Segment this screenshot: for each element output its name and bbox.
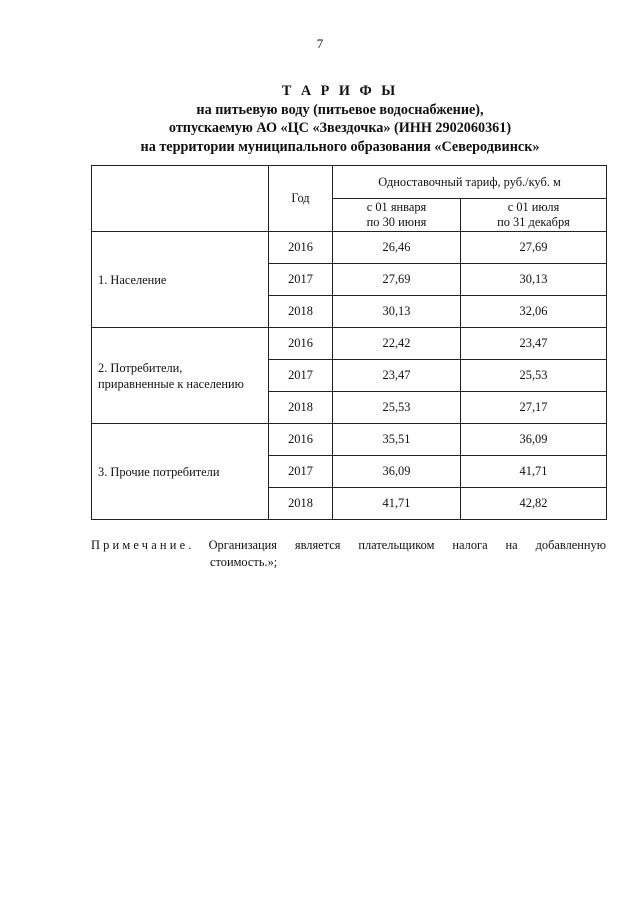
tariff-second-half: 42,82 xyxy=(461,488,607,520)
year-cell: 2018 xyxy=(269,488,333,520)
tariff-first-half: 36,09 xyxy=(333,456,461,488)
tariff-first-half: 23,47 xyxy=(333,360,461,392)
title-line-4: на территории муниципального образования «Северодвинск» xyxy=(140,138,540,155)
tariff-second-half: 32,06 xyxy=(461,296,607,328)
year-cell: 2016 xyxy=(269,424,333,456)
note-block xyxy=(91,537,606,571)
tariff-second-half: 23,47 xyxy=(461,328,607,360)
year-cell: 2018 xyxy=(269,296,333,328)
tariff-second-half: 27,69 xyxy=(461,232,607,264)
category-cell xyxy=(92,232,269,328)
tariff-first-half: 22,42 xyxy=(333,328,461,360)
tariffs-table xyxy=(91,165,607,520)
header-period-second-half-line1: с 01 июля xyxy=(507,200,560,214)
category-cell xyxy=(92,328,269,424)
header-category-cell xyxy=(92,166,269,232)
note-text-cont: стоимость.»; xyxy=(210,555,278,569)
tariff-first-half: 25,53 xyxy=(333,392,461,424)
year-cell: 2017 xyxy=(269,264,333,296)
title-line-2: на питьевую воду (питьевое водоснабжение), xyxy=(196,101,484,118)
title-line-3: отпускаемую АО «ЦС «Звездочка» (ИНН 2902060361) xyxy=(168,120,512,136)
tariff-second-half: 25,53 xyxy=(461,360,607,392)
table-row xyxy=(92,232,607,264)
year-cell: 2016 xyxy=(269,232,333,264)
year-cell: 2018 xyxy=(269,392,333,424)
header-period-first-half-line1: с 01 января xyxy=(366,200,427,214)
tariff-second-half: 41,71 xyxy=(461,456,607,488)
year-cell: 2016 xyxy=(269,328,333,360)
category-cell xyxy=(92,424,269,520)
category-label: 1. Население xyxy=(98,272,167,287)
page-number: 7 xyxy=(316,36,324,51)
tariff-second-half: 27,17 xyxy=(461,392,607,424)
category-label-cont: приравненные к населению xyxy=(98,376,244,391)
note-label: Примечание. xyxy=(91,538,195,552)
tariff-first-half: 41,71 xyxy=(333,488,461,520)
header-year: Год xyxy=(269,166,333,232)
document-title xyxy=(60,82,620,156)
header-period-second-half-line2: по 31 декабря xyxy=(497,215,570,229)
category-label: 3. Прочие потребители xyxy=(98,464,220,479)
year-cell: 2017 xyxy=(269,456,333,488)
tariff-first-half: 30,13 xyxy=(333,296,461,328)
tariff-first-half: 27,69 xyxy=(333,264,461,296)
header-tariff: Одноставочный тариф, руб./куб. м xyxy=(333,166,607,199)
title-line-1: Т А Р И Ф Ы xyxy=(281,83,399,99)
tariff-second-half: 36,09 xyxy=(461,424,607,456)
tariff-second-half: 30,13 xyxy=(461,264,607,296)
tariff-first-half: 35,51 xyxy=(333,424,461,456)
tariff-first-half: 26,46 xyxy=(333,232,461,264)
year-cell: 2017 xyxy=(269,360,333,392)
header-period-first-half xyxy=(333,199,461,232)
header-period-first-half-line2: по 30 июня xyxy=(366,215,427,229)
table-row xyxy=(92,328,607,360)
category-label: 2. Потребители, xyxy=(98,360,183,375)
header-period-second-half xyxy=(461,199,607,232)
note-text: Организация является плательщиком налога на добавленную xyxy=(208,538,606,552)
table-row xyxy=(92,424,607,456)
